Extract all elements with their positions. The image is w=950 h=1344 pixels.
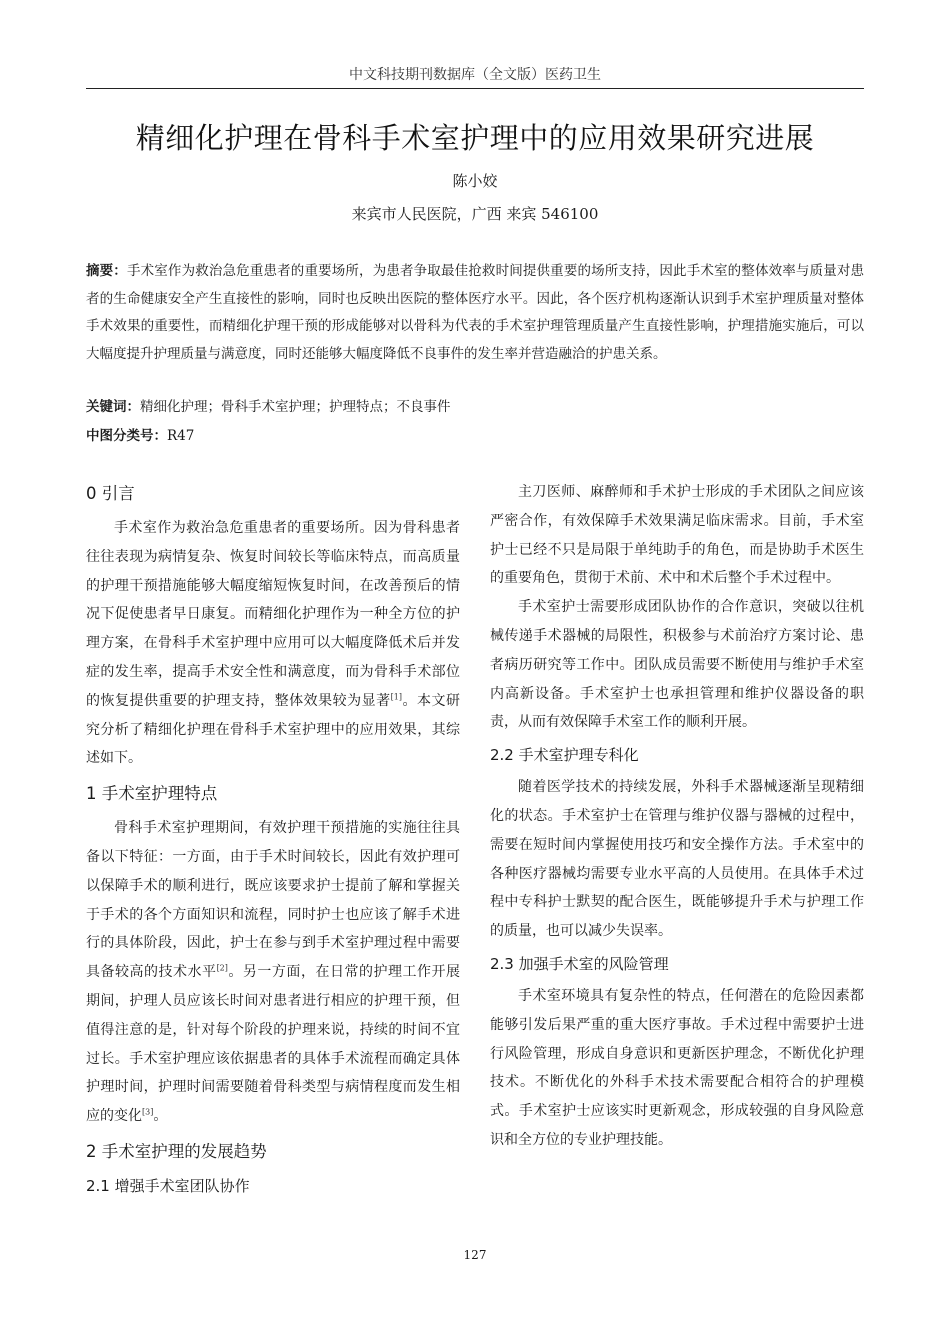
citation: [2] [216, 963, 228, 973]
classification-text: R47 [167, 428, 195, 444]
paragraph: 手术室护士需要形成团队协作的合作意识，突破以往机械传递手术器械的局限性，积极参与术前治疗方案讨论、患者病历研究等工作中。团队成员需要不断使用与维护手术室内高新设备。手术室护士也承担管理和维护仪器设备的职责，从而有效保障手术室工作的顺利开展。 [490, 599, 864, 731]
paragraph: 随着医学技术的持续发展，外科手术器械逐渐呈现精细化的状态。手术室护士在管理与维护仪器与器械的过程中，需要在短时间内掌握使用技巧和安全操作方法。手术室中的各种医疗器械均需要专业水平高的人员使用。在具体手术过程中专科护士默契的配合医生，既能够提升手术与护理工作的质量，也可以减少失误率。 [490, 779, 864, 940]
citation: [1] [390, 692, 402, 702]
header-divider [86, 88, 864, 89]
keywords-label: 关键词： [86, 399, 140, 415]
section-heading-2: 2 手术室护理的发展趋势 [86, 1141, 267, 1161]
section-heading-introduction: 0 引言 [86, 484, 135, 503]
abstract-text: 手术室作为救治急危重患者的重要场所，为患者争取最佳抢救时间提供重要的场所支持，因此手术室的整体效率与质量对患者的生命健康安全产生直接性的影响，同时也反映出医院的整体医疗水平。因此，各个医疗机构逐渐认识到手术室护理质量对整体手术效果的重要性，而精细化护理干预的形成能够对以骨科为代表的手术室护理管理质量产生直接性影响，护理措施实施后，可以大幅度提升护理质量与满意度，同时还能够大幅度降低不良事件的发生率并营造融洽的护患关系。 [86, 263, 865, 362]
left-column [86, 478, 460, 1204]
subsection-heading-2-1: 2.1 增强手术室团队协作 [86, 1176, 250, 1195]
paragraph [86, 814, 460, 1131]
paragraph-text: 。另一方面，在日常的护理工作开展期间，护理人员应该长时间对患者进行相应的护理干预，但值得注意的是，针对每个阶段的护理来说，持续的时间不宜过长。手术室护理应该依据患者的具体手术流程而确定具体护理时间，护理时间需要随着骨科类型与病情程度而发生相应的变化 [86, 964, 461, 1125]
classification-label: 中图分类号： [86, 428, 167, 444]
subsection-heading-2-2: 2.2 手术室护理专科化 [490, 746, 639, 765]
section-heading-1: 1 手术室护理特点 [86, 784, 218, 804]
paper-title: 精细化护理在骨科手术室护理中的应用效果研究进展 [135, 121, 815, 155]
author-name: 陈小姣 [452, 172, 498, 190]
keywords-text: 精细化护理；骨科手术室护理；护理特点；不良事件 [140, 399, 451, 415]
abstract-label: 摘要： [86, 263, 127, 279]
journal-header: 中文科技期刊数据库（全文版）医药卫生 [349, 67, 601, 83]
paragraph: 主刀医师、麻醉师和手术护士形成的手术团队之间应该严密合作，有效保障手术效果满足临床需求。目前，手术室护士已经不只是局限于单纯助手的角色，而是协助手术医生的重要角色，贯彻于术前、术中和术后整个手术过程中。 [490, 484, 864, 587]
paragraph-text: 手术室作为救治急危重患者的重要场所。因为骨科患者往往表现为病情复杂、恢复时间较长等临床特点，而高质量的护理干预措施能够大幅度缩短恢复时间，在改善预后的情况下促使患者早日康复。而精细化护理作为一种全方位的护理方案，在骨科手术室护理中应用可以大幅度降低术后并发症的发生率，提高手术安全性和满意度，而为骨科手术部位的恢复提供重要的护理支持，整体效果较为显著 [86, 520, 460, 709]
paragraph-text: 骨科手术室护理期间，有效护理干预措施的实施往往具备以下特征：一方面，由于手术时间较长，因此有效护理可以保障手术的顺利进行，既应该要求护士提前了解和掌握关于手术的各个方面知识和流程，同时护士也应该了解手术进行的具体阶段，因此，护士在参与到手术室护理过程中需要具备较高的技术水平 [86, 820, 460, 981]
paragraph: 手术室环境具有复杂性的特点，任何潜在的危险因素都能够引发后果严重的重大医疗事故。手术过程中需要护士进行风险管理，形成自身意识和更新医护理念，不断优化护理技术。不断优化的外科手术技术需要配合相符合的护理模式。手术室护士应该实时更新观念，形成较强的自身风险意识和全方位的专业护理技能。 [490, 987, 864, 1148]
page-number: 127 [463, 1248, 487, 1262]
abstract [86, 258, 864, 368]
paragraph-text: 。本文研究分析了精细化护理在骨科手术室护理中的应用效果，其综述如下。 [86, 692, 461, 767]
paragraph-text: 。 [153, 1108, 168, 1125]
author-affiliation: 来宾市人民医院，广西 来宾 546100 [351, 205, 599, 223]
right-column [490, 478, 864, 1155]
subsection-heading-2-3: 2.3 加强手术室的风险管理 [490, 954, 669, 973]
paragraph [86, 514, 460, 773]
citation: [3] [142, 1107, 154, 1117]
classification-number [86, 424, 864, 444]
keywords [86, 395, 864, 415]
